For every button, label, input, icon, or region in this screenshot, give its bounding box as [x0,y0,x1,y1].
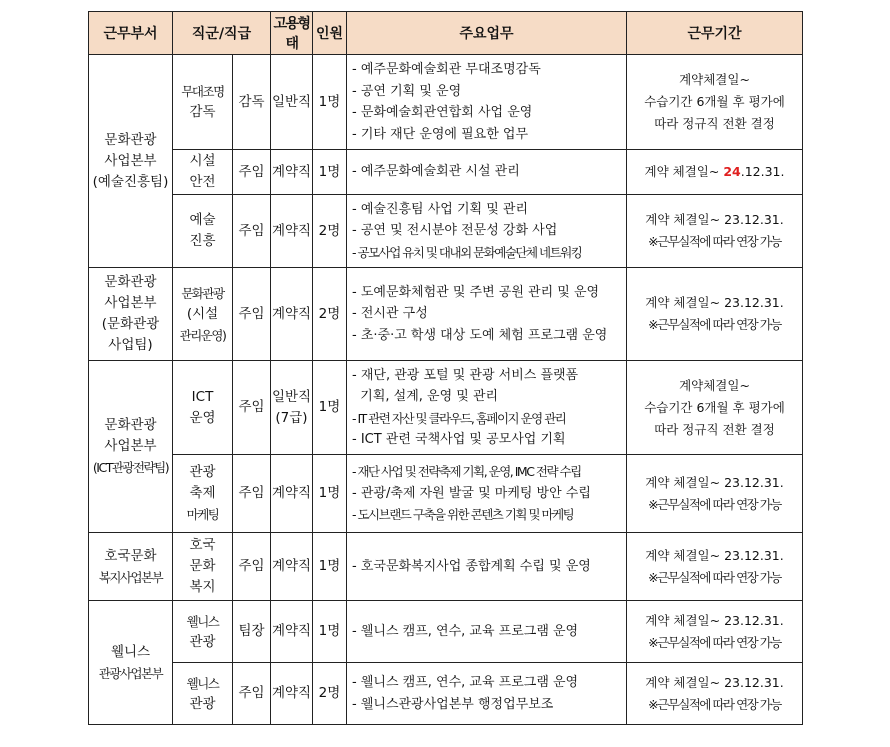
count-cell: 1명 [313,55,347,150]
dept-cell: 문화관광 사업본부 (ICT관광전략팀) [89,361,173,533]
grade-cell: 주임 [233,150,271,195]
dept-cell: 웰니스 관광사업본부 [89,601,173,725]
header-role: 직군/직급 [173,12,271,55]
type-cell: 일반직 (7급) [271,361,313,455]
highlighted-year: 24 [723,164,741,179]
header-dept: 근무부서 [89,12,173,55]
type-cell: 계약직 [271,150,313,195]
count-cell: 1명 [313,601,347,663]
recruitment-table [88,11,803,725]
role-cell: 예술 진흥 [173,195,233,268]
table-row [89,663,803,725]
table-row [89,55,803,150]
type-cell: 계약직 [271,195,313,268]
table-row [89,533,803,601]
duties-cell: - 예주문화예술회관 무대조명감독 - 공연 기획 및 운영 - 문화예술회관연합회 사업 운영 - 기타 재단 운영에 필요한 업무 [347,55,627,150]
type-cell: 계약직 [271,663,313,725]
count-cell: 2명 [313,663,347,725]
role-cell: 웰니스 관광 [173,601,233,663]
duties-cell: - 재단 사업 및 전략축제 기획, 운영, IMC 전략 수립 - 관광/축제 자원 발굴 및 마케팅 방안 수립 - 도시브랜드 구축을 위한 콘텐츠 기획 및 마케팅 [347,455,627,533]
period-cell: 계약 체결일~ 23.12.31. ※근무실적에 따라 연장 가능 [627,601,803,663]
table-row [89,455,803,533]
table-row [89,268,803,361]
duties-cell: - 재단, 관광 포털 및 관광 서비스 플랫폼 기획, 설계, 운영 및 관리 - IT 관련 자산 및 클라우드, 홈페이지 운영 관리 - ICT 관련 국책사업 및 공모사업 기획 [347,361,627,455]
table-row [89,361,803,455]
duties-cell: - 예주문화예술회관 시설 관리 [347,150,627,195]
count-cell: 1명 [313,361,347,455]
header-count: 인원 [313,12,347,55]
duties-cell: - 도예문화체험관 및 주변 공원 관리 및 운영 - 전시관 구성 - 초·중·고 학생 대상 도예 체험 프로그램 운영 [347,268,627,361]
period-cell: 계약 체결일~ 23.12.31. ※근무실적에 따라 연장 가능 [627,268,803,361]
duties-cell: - 호국문화복지사업 종합계획 수립 및 운영 [347,533,627,601]
header-period: 근무기간 [627,12,803,55]
role-cell: 웰니스 관광 [173,663,233,725]
header-employment-type: 고용형태 [271,12,313,55]
count-cell: 1명 [313,150,347,195]
role-cell: 호국 문화 복지 [173,533,233,601]
count-cell: 2명 [313,268,347,361]
count-cell: 1명 [313,455,347,533]
grade-cell: 주임 [233,663,271,725]
table-row [89,601,803,663]
dept-cell: 문화관광 사업본부 (예술진흥팀) [89,55,173,268]
count-cell: 1명 [313,533,347,601]
grade-cell: 주임 [233,195,271,268]
duties-cell: - 예술진흥팀 사업 기획 및 관리 - 공연 및 전시분야 전문성 강화 사업 - 공모사업 유치 및 대내외 문화예술단체 네트워킹 [347,195,627,268]
type-cell: 계약직 [271,268,313,361]
period-cell: 계약 체결일~ 23.12.31. ※근무실적에 따라 연장 가능 [627,195,803,268]
role-cell: 무대조명 감독 [173,55,233,150]
header-row [89,12,803,55]
role-cell: 시설 안전 [173,150,233,195]
period-cell: 계약 체결일~ 23.12.31. ※근무실적에 따라 연장 가능 [627,533,803,601]
type-cell: 계약직 [271,601,313,663]
grade-cell: 팀장 [233,601,271,663]
table-row [89,195,803,268]
dept-cell: 문화관광 사업본부 (문화관광 사업팀) [89,268,173,361]
period-cell: 계약 체결일~ 24.12.31. [627,150,803,195]
grade-cell: 주임 [233,455,271,533]
period-cell: 계약 체결일~ 23.12.31. ※근무실적에 따라 연장 가능 [627,455,803,533]
duties-cell: - 웰니스 캠프, 연수, 교육 프로그램 운영 - 웰니스관광사업본부 행정업무보조 [347,663,627,725]
type-cell: 계약직 [271,533,313,601]
period-cell: 계약 체결일~ 23.12.31. ※근무실적에 따라 연장 가능 [627,663,803,725]
role-cell: 관광 축제 마케팅 [173,455,233,533]
type-cell: 계약직 [271,455,313,533]
grade-cell: 주임 [233,268,271,361]
type-cell: 일반직 [271,55,313,150]
grade-cell: 감독 [233,55,271,150]
dept-cell: 호국문화 복지사업본부 [89,533,173,601]
header-duties: 주요업무 [347,12,627,55]
grade-cell: 주임 [233,361,271,455]
grade-cell: 주임 [233,533,271,601]
table-row [89,150,803,195]
period-cell: 계약체결일~ 수습기간 6개월 후 평가에 따라 정규직 전환 결정 [627,361,803,455]
period-cell: 계약체결일~ 수습기간 6개월 후 평가에 따라 정규직 전환 결정 [627,55,803,150]
role-cell: ICT 운영 [173,361,233,455]
duties-cell: - 웰니스 캠프, 연수, 교육 프로그램 운영 [347,601,627,663]
count-cell: 2명 [313,195,347,268]
role-cell: 문화관광 (시설 관리운영) [173,268,233,361]
